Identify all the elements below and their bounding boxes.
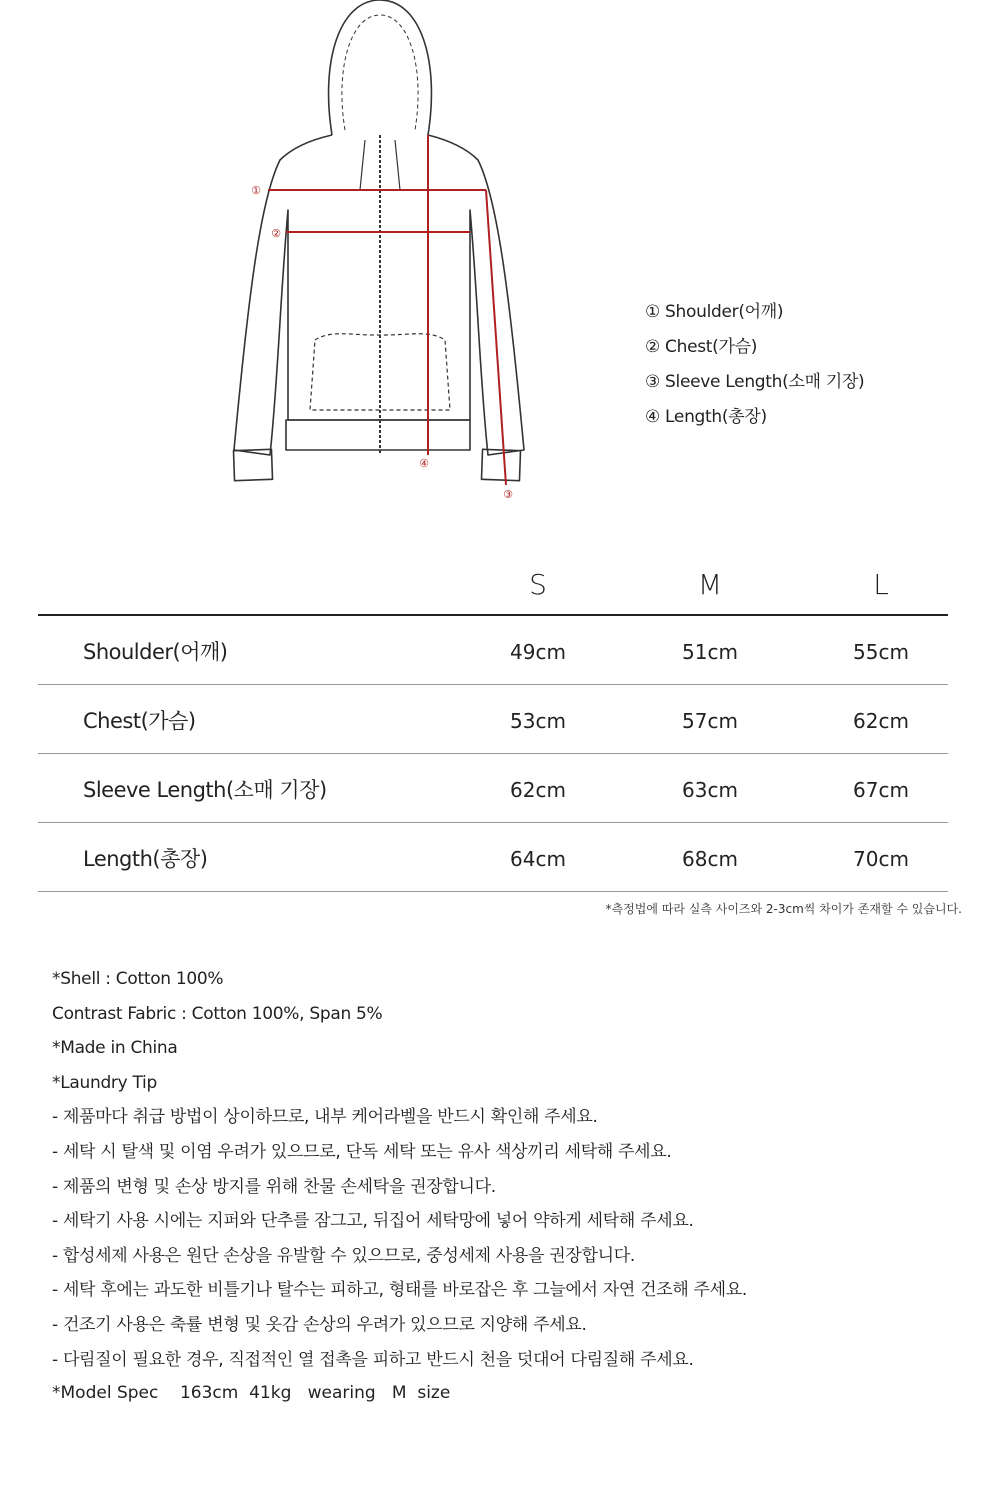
marker-2: ② (271, 227, 281, 240)
cell-s: 64cm (510, 847, 566, 871)
hoodie-diagram (220, 0, 540, 510)
info-origin: *Made in China (52, 1038, 178, 1059)
cell-l: 70cm (853, 847, 909, 871)
marker-3: ③ (503, 488, 513, 501)
size-table (38, 560, 948, 892)
product-info (52, 962, 747, 1377)
cell-l: 62cm (853, 709, 909, 733)
cell-m: 63cm (682, 778, 738, 802)
table-row (38, 823, 948, 892)
table-row (38, 685, 948, 754)
cell-l: 67cm (853, 778, 909, 802)
size-table-header (38, 560, 948, 616)
legend-chest: ② Chest(가슴) (645, 337, 758, 357)
laundry-tip: - 제품의 변형 및 손상 방지를 위해 찬물 손세탁을 권장합니다. (52, 1176, 496, 1197)
size-l-header: L (873, 568, 889, 601)
measurement-note: *측정법에 따라 실측 사이즈와 2-3cm씩 차이가 존재할 수 있습니다. (605, 902, 962, 916)
laundry-tip: - 제품마다 취급 방법이 상이하므로, 내부 케어라벨을 반드시 확인해 주세요. (52, 1107, 598, 1128)
marker-4: ④ (419, 457, 429, 470)
laundry-tip: - 세탁기 사용 시에는 지퍼와 단추를 잠그고, 뒤집어 세탁망에 넣어 약하게 세탁해 주세요. (52, 1211, 694, 1232)
table-row (38, 616, 948, 685)
model-spec: *Model Spec 163cm 41kg wearing M size (52, 1383, 451, 1403)
laundry-tip: - 건조기 사용은 축률 변형 및 옷감 손상의 우려가 있으므로 지양해 주세요. (52, 1314, 587, 1335)
cell-m: 51cm (682, 640, 738, 664)
laundry-tip: - 세탁 후에는 과도한 비틀기나 탈수는 피하고, 형태를 바로잡은 후 그늘에서 자연 건조해 주세요. (52, 1280, 748, 1301)
cell-s: 62cm (510, 778, 566, 802)
cell-s: 49cm (510, 640, 566, 664)
row-label: Sleeve Length(소매 기장) (83, 778, 327, 802)
cell-s: 53cm (510, 709, 566, 733)
laundry-tip: - 합성세제 사용은 원단 손상을 유발할 수 있으므로, 중성세제 사용을 권장합니다. (52, 1245, 635, 1266)
row-label: Chest(가슴) (83, 709, 196, 733)
marker-1: ① (251, 184, 261, 197)
row-label: Shoulder(어깨) (83, 640, 228, 664)
cell-m: 57cm (682, 709, 738, 733)
info-shell: *Shell : Cotton 100% (52, 969, 224, 989)
size-s-header: S (529, 568, 547, 601)
legend-sleeve-length: ③ Sleeve Length(소매 기장) (645, 372, 865, 392)
info-contrast-fabric: Contrast Fabric : Cotton 100%, Span 5% (52, 1003, 383, 1024)
laundry-tip: - 세탁 시 탈색 및 이염 우려가 있으므로, 단독 세탁 또는 유사 색상끼리 세탁해 주세요. (52, 1141, 672, 1162)
measurement-legend (645, 298, 864, 438)
info-laundry-heading: *Laundry Tip (52, 1072, 157, 1093)
table-row (38, 754, 948, 823)
cell-m: 68cm (682, 847, 738, 871)
size-m-header: M (697, 568, 723, 601)
legend-shoulder: ① Shoulder(어깨) (645, 302, 784, 322)
legend-length: ④ Length(총장) (645, 407, 767, 427)
laundry-tip: - 다림질이 필요한 경우, 직접적인 열 접촉을 피하고 반드시 천을 덧대어 다림질해 주세요. (52, 1349, 694, 1370)
cell-l: 55cm (853, 640, 909, 664)
row-label: Length(총장) (83, 847, 208, 871)
